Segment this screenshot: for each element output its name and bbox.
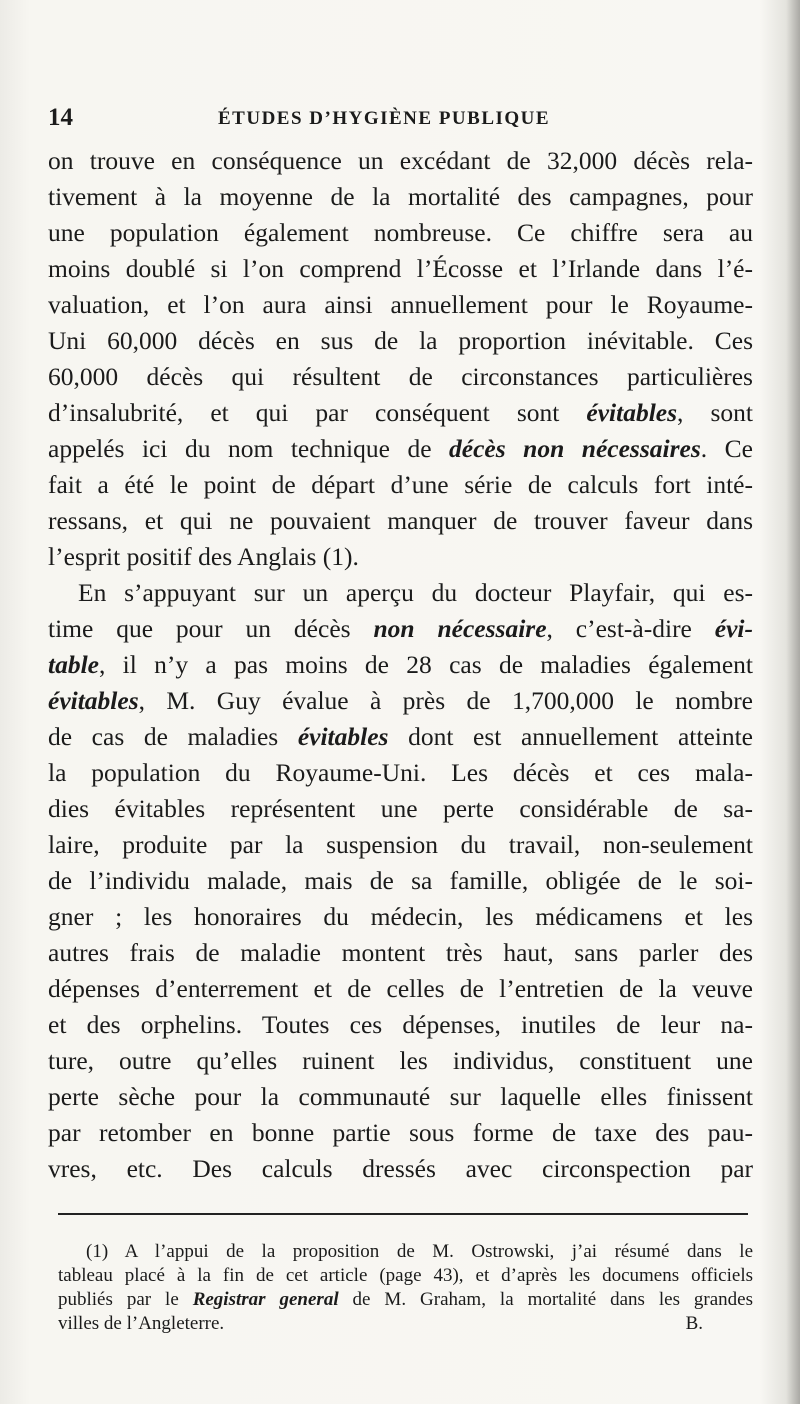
text-segment: autres frais de maladie montent très haut, sans parler des <box>48 938 753 967</box>
text-segment: , sont <box>677 398 753 427</box>
italic-text-segment: évitables <box>48 686 139 715</box>
text-segment: dies évitables représentent une perte considérable de sa- <box>48 794 753 823</box>
text-segment: dépenses d’enterrement et de celles de l’entretien de la veuve <box>48 974 753 1003</box>
text-segment: d’insalubrité, et qui par conséquent sont <box>48 398 587 427</box>
text-segment: perte sèche pour la communauté sur laquelle elles finissent <box>48 1082 753 1111</box>
text-segment: publiés par le <box>58 1289 193 1310</box>
text-line <box>48 683 753 719</box>
italic-text-segment: évitables <box>586 398 678 427</box>
text-segment: (1) A l’appui de la proposition de M. Ostrowski, j’ai résumé dans le <box>86 1241 753 1262</box>
text-line <box>48 647 753 683</box>
text-line <box>48 935 753 971</box>
text-line <box>48 287 753 323</box>
text-segment: En s’appuyant sur un aperçu du docteur Playfair, qui es- <box>78 578 753 607</box>
text-segment: on trouve en conséquence un excédant de 32,000 décès rela- <box>48 146 753 175</box>
text-segment: par retomber en bonne partie sous forme de taxe des pau- <box>48 1118 753 1147</box>
text-line <box>48 719 753 755</box>
running-head: ÉTUDES D’HYGIÈNE PUBLIQUE <box>218 108 551 129</box>
footnote-last-line <box>58 1312 753 1336</box>
text-segment: l’esprit positif des Anglais (1). <box>48 542 359 571</box>
text-line <box>48 755 753 791</box>
main-text <box>48 143 753 1187</box>
page-header <box>48 104 748 136</box>
text-segment: de cas de maladies <box>48 722 298 751</box>
text-line <box>48 359 753 395</box>
text-line <box>48 791 753 827</box>
text-segment: . Ce <box>700 434 753 463</box>
text-segment: la population du Royaume-Uni. Les décès et ces mala- <box>48 758 753 787</box>
text-line <box>48 1007 753 1043</box>
text-line <box>48 503 753 539</box>
text-line <box>48 827 753 863</box>
text-segment: moins doublé si l’on comprend l’Écosse et l’Irlande dans l’é- <box>48 254 753 283</box>
text-line <box>48 1079 753 1115</box>
text-segment: fait a été le point de départ d’une série de calculs fort inté- <box>48 470 753 499</box>
text-line <box>48 395 753 431</box>
text-line <box>48 143 753 179</box>
text-segment: ture, outre qu’elles ruinent les individus, constituent une <box>48 1046 753 1075</box>
text-line <box>58 1288 753 1312</box>
footnote-lines <box>58 1240 753 1312</box>
text-segment: gner ; les honoraires du médecin, les médicamens et les <box>48 902 753 931</box>
text-segment: de M. Graham, la mortalité dans les grandes <box>338 1289 754 1310</box>
text-segment: , il n’y a pas moins de 28 cas de maladies également <box>99 650 753 679</box>
text-segment: une population également nombreuse. Ce chiffre sera au <box>48 218 753 247</box>
text-segment: appelés ici du nom technique de <box>48 434 450 463</box>
text-segment: valuation, et l’on aura ainsi annuellement pour le Royaume- <box>48 290 753 319</box>
text-line <box>48 467 753 503</box>
text-line <box>48 863 753 899</box>
text-segment: , c’est-à-dire <box>546 614 715 643</box>
text-segment: tableau placé à la fin de cet article (page 43), et d’après les documens officiels <box>58 1265 753 1286</box>
text-segment: ressans, et qui ne pouvaient manquer de trouver faveur dans <box>48 506 753 535</box>
text-line <box>48 1151 753 1187</box>
text-segment: de l’individu malade, mais de sa famille, obligée de le soi- <box>48 866 753 895</box>
text-line <box>48 251 753 287</box>
text-line <box>48 1115 753 1151</box>
text-segment: 60,000 décès qui résultent de circonstances particulières <box>48 362 753 391</box>
page-number: 14 <box>48 104 73 131</box>
text-line <box>48 323 753 359</box>
text-line <box>48 539 753 575</box>
text-line <box>48 575 753 611</box>
text-segment: laire, produite par la suspension du travail, non-seulement <box>48 830 753 859</box>
text-line <box>58 1240 753 1264</box>
text-line <box>48 1043 753 1079</box>
footnote-signature: B. <box>685 1313 703 1334</box>
italic-text-segment: décès non nécessaires <box>449 434 701 463</box>
text-line <box>48 611 753 647</box>
text-line <box>48 431 753 467</box>
footnote-last-line-text: villes de l’Angleterre. <box>58 1313 225 1334</box>
text-line <box>48 179 753 215</box>
text-segment: dont est annuellement atteinte <box>388 722 753 751</box>
italic-text-segment: évi- <box>714 614 753 643</box>
footnote <box>58 1240 753 1336</box>
text-segment: , M. Guy évalue à près de 1,700,000 le nombre <box>138 686 753 715</box>
text-segment: Uni 60,000 décès en sus de la proportion inévitable. Ces <box>48 326 753 355</box>
italic-text-segment: Registrar general <box>192 1289 339 1310</box>
text-line <box>48 971 753 1007</box>
text-segment: time que pour un décès <box>48 614 374 643</box>
page-edge-shadow <box>786 0 800 1404</box>
footnote-separator-rule <box>58 1213 748 1215</box>
italic-text-segment: évitables <box>297 722 389 751</box>
italic-text-segment: non nécessaire <box>373 614 547 643</box>
text-segment: et des orphelins. Toutes ces dépenses, inutiles de leur na- <box>48 1010 753 1039</box>
text-segment: vres, etc. Des calculs dressés avec circonspection par <box>48 1154 753 1183</box>
text-line <box>48 215 753 251</box>
text-segment: tivement à la moyenne de la mortalité des campagnes, pour <box>48 182 753 211</box>
text-line <box>48 899 753 935</box>
italic-text-segment: table <box>48 650 99 679</box>
text-line <box>58 1264 753 1288</box>
